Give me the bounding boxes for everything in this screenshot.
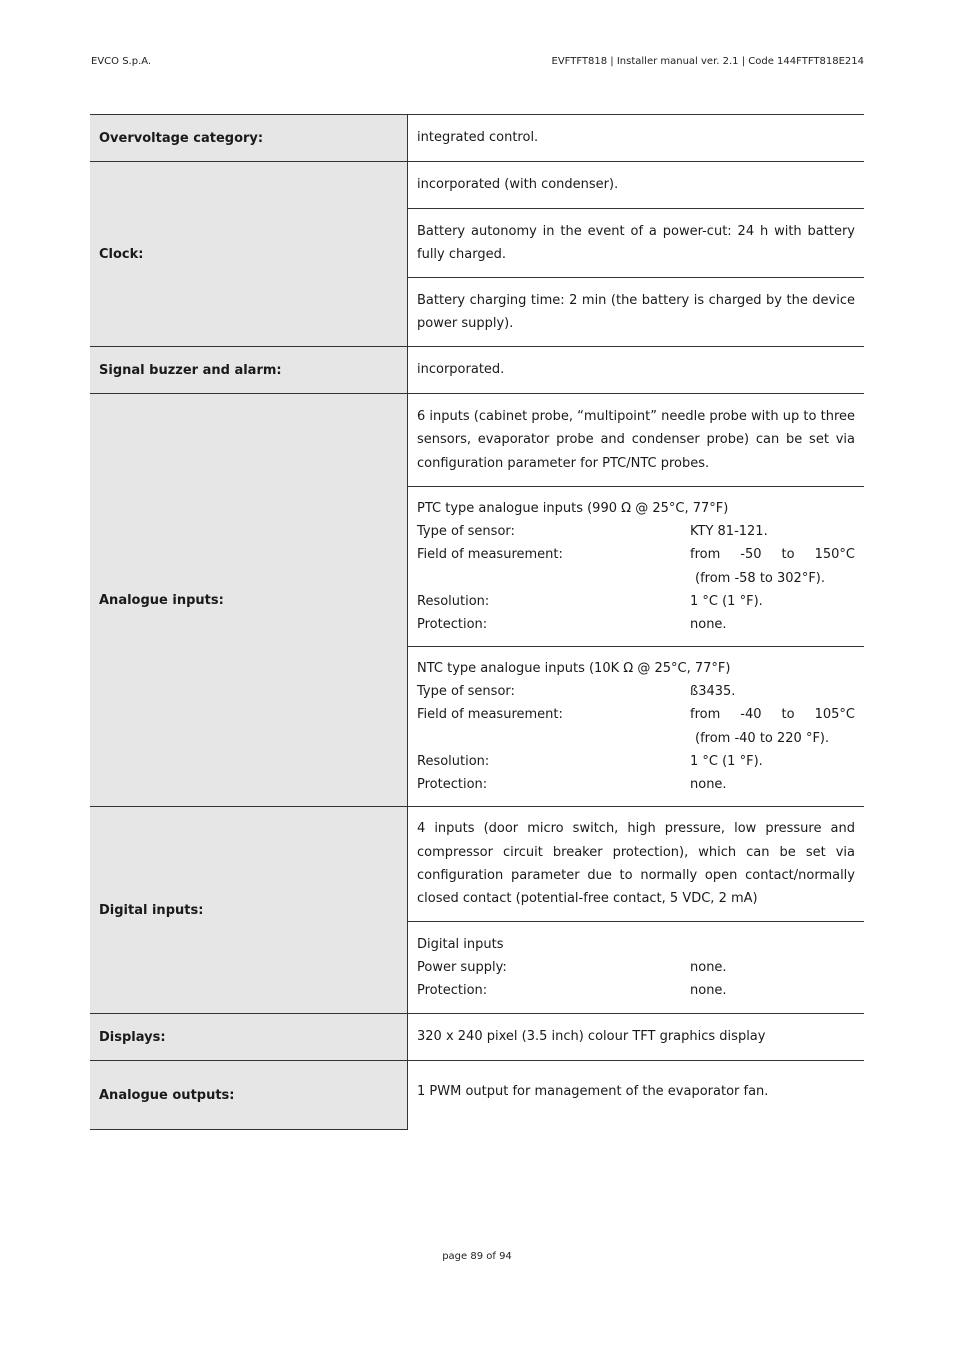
ntc-sensor-row bbox=[417, 680, 855, 703]
ptc-field-max: 150°C bbox=[814, 547, 855, 563]
value-analogue-intro: 6 inputs (cabinet probe, “multipoint” needle probe with up to three sensors, evaporator probe and condenser probe) can be set via configuration parameter for PTC/NTC probes. bbox=[417, 409, 855, 471]
ntc-protection-row bbox=[417, 773, 855, 796]
ntc-resolution-value: 1 °C (1 °F). bbox=[690, 753, 763, 769]
header-company: EVCO S.p.A. bbox=[91, 56, 152, 67]
value-digital-intro: 4 inputs (door micro switch, high pressure, low pressure and compressor circuit breaker protection), which can be set via configuration parameter due to normally open contact/normally closed contact (potential-free contact, 5 VDC, 2 mA) bbox=[417, 821, 855, 907]
row-displays bbox=[90, 1013, 864, 1060]
digital-power-value: none. bbox=[690, 959, 727, 975]
ntc-protection-label: Protection: bbox=[417, 777, 488, 793]
ntc-field-fahrenheit: (from -40 to 220 °F). bbox=[695, 730, 830, 746]
ptc-field-label: Field of measurement: bbox=[417, 547, 563, 563]
ntc-field-from: from bbox=[690, 707, 721, 723]
ptc-protection-value: none. bbox=[690, 617, 727, 633]
ptc-field-row bbox=[417, 543, 855, 566]
label-buzzer: Signal buzzer and alarm: bbox=[90, 347, 408, 393]
digital-power-row bbox=[417, 956, 855, 979]
ntc-block bbox=[408, 646, 864, 806]
label-analogue-outputs: Analogue outputs: bbox=[90, 1061, 408, 1130]
ptc-resolution-label: Resolution: bbox=[417, 593, 490, 609]
ntc-sensor-value: ß3435. bbox=[690, 683, 736, 699]
row-overvoltage bbox=[90, 114, 864, 161]
ptc-resolution-value: 1 °C (1 °F). bbox=[690, 593, 763, 609]
value-clock-battery-charging: Battery charging time: 2 min (the battery is charged by the device power supply). bbox=[408, 277, 864, 346]
ptc-protection-row bbox=[417, 613, 855, 636]
label-clock: Clock: bbox=[90, 162, 408, 346]
ptc-field-from: from bbox=[690, 547, 721, 563]
digital-protection-label: Protection: bbox=[417, 983, 488, 999]
label-displays: Displays: bbox=[90, 1014, 408, 1060]
digital-protection-row bbox=[417, 979, 855, 1002]
ptc-field-min: -50 bbox=[740, 547, 762, 563]
row-buzzer bbox=[90, 346, 864, 393]
ntc-field-row bbox=[417, 703, 855, 726]
ptc-field-range bbox=[690, 543, 855, 566]
row-clock bbox=[90, 161, 864, 346]
value-clock-battery-autonomy: Battery autonomy in the event of a power-cut: 24 h with battery fully charged. bbox=[408, 208, 864, 277]
value-clock-incorporated: incorporated (with condenser). bbox=[417, 177, 619, 193]
ptc-title: PTC type analogue inputs (990 Ω @ 25°C, 77°F) bbox=[417, 500, 729, 516]
header-document-info: EVFTFT818 | Installer manual ver. 2.1 | Code 144FTFT818E214 bbox=[551, 56, 864, 67]
ntc-protection-value: none. bbox=[690, 777, 727, 793]
digital-protection-value: none. bbox=[690, 983, 727, 999]
digital-power-label: Power supply: bbox=[417, 959, 507, 975]
ptc-protection-label: Protection: bbox=[417, 617, 488, 633]
ntc-field-label: Field of measurement: bbox=[417, 707, 563, 723]
ptc-sensor-value: KTY 81-121. bbox=[690, 523, 768, 539]
ptc-field-to: to bbox=[781, 547, 795, 563]
ntc-field-min: -40 bbox=[740, 707, 762, 723]
ptc-resolution-row bbox=[417, 590, 855, 613]
ntc-field-max: 105°C bbox=[814, 707, 855, 723]
ptc-field-fahrenheit: (from -58 to 302°F). bbox=[695, 570, 825, 586]
digital-title: Digital inputs bbox=[417, 936, 504, 952]
ptc-block bbox=[408, 486, 864, 646]
row-analogue-outputs bbox=[90, 1060, 864, 1130]
ntc-sensor-label: Type of sensor: bbox=[417, 683, 515, 699]
ntc-resolution-row bbox=[417, 750, 855, 773]
page-number: page 89 of 94 bbox=[442, 1251, 512, 1262]
specs-table bbox=[90, 114, 864, 1130]
ptc-sensor-row bbox=[417, 520, 855, 543]
value-analogue-outputs: 1 PWM output for management of the evaporator fan. bbox=[417, 1084, 769, 1100]
label-overvoltage: Overvoltage category: bbox=[90, 115, 408, 161]
ntc-field-to: to bbox=[781, 707, 795, 723]
row-digital-inputs bbox=[90, 806, 864, 1013]
ntc-field-range bbox=[690, 703, 855, 726]
label-analogue-inputs: Analogue inputs: bbox=[90, 394, 408, 806]
value-buzzer: incorporated. bbox=[417, 362, 505, 378]
value-overvoltage: integrated control. bbox=[417, 130, 539, 146]
digital-block bbox=[408, 921, 864, 1013]
ptc-sensor-label: Type of sensor: bbox=[417, 523, 515, 539]
ntc-title: NTC type analogue inputs (10K Ω @ 25°C, 77°F) bbox=[417, 660, 731, 676]
row-analogue-inputs bbox=[90, 393, 864, 806]
label-digital-inputs: Digital inputs: bbox=[90, 807, 408, 1013]
ntc-resolution-label: Resolution: bbox=[417, 753, 490, 769]
value-displays: 320 x 240 pixel (3.5 inch) colour TFT graphics display bbox=[417, 1029, 766, 1045]
